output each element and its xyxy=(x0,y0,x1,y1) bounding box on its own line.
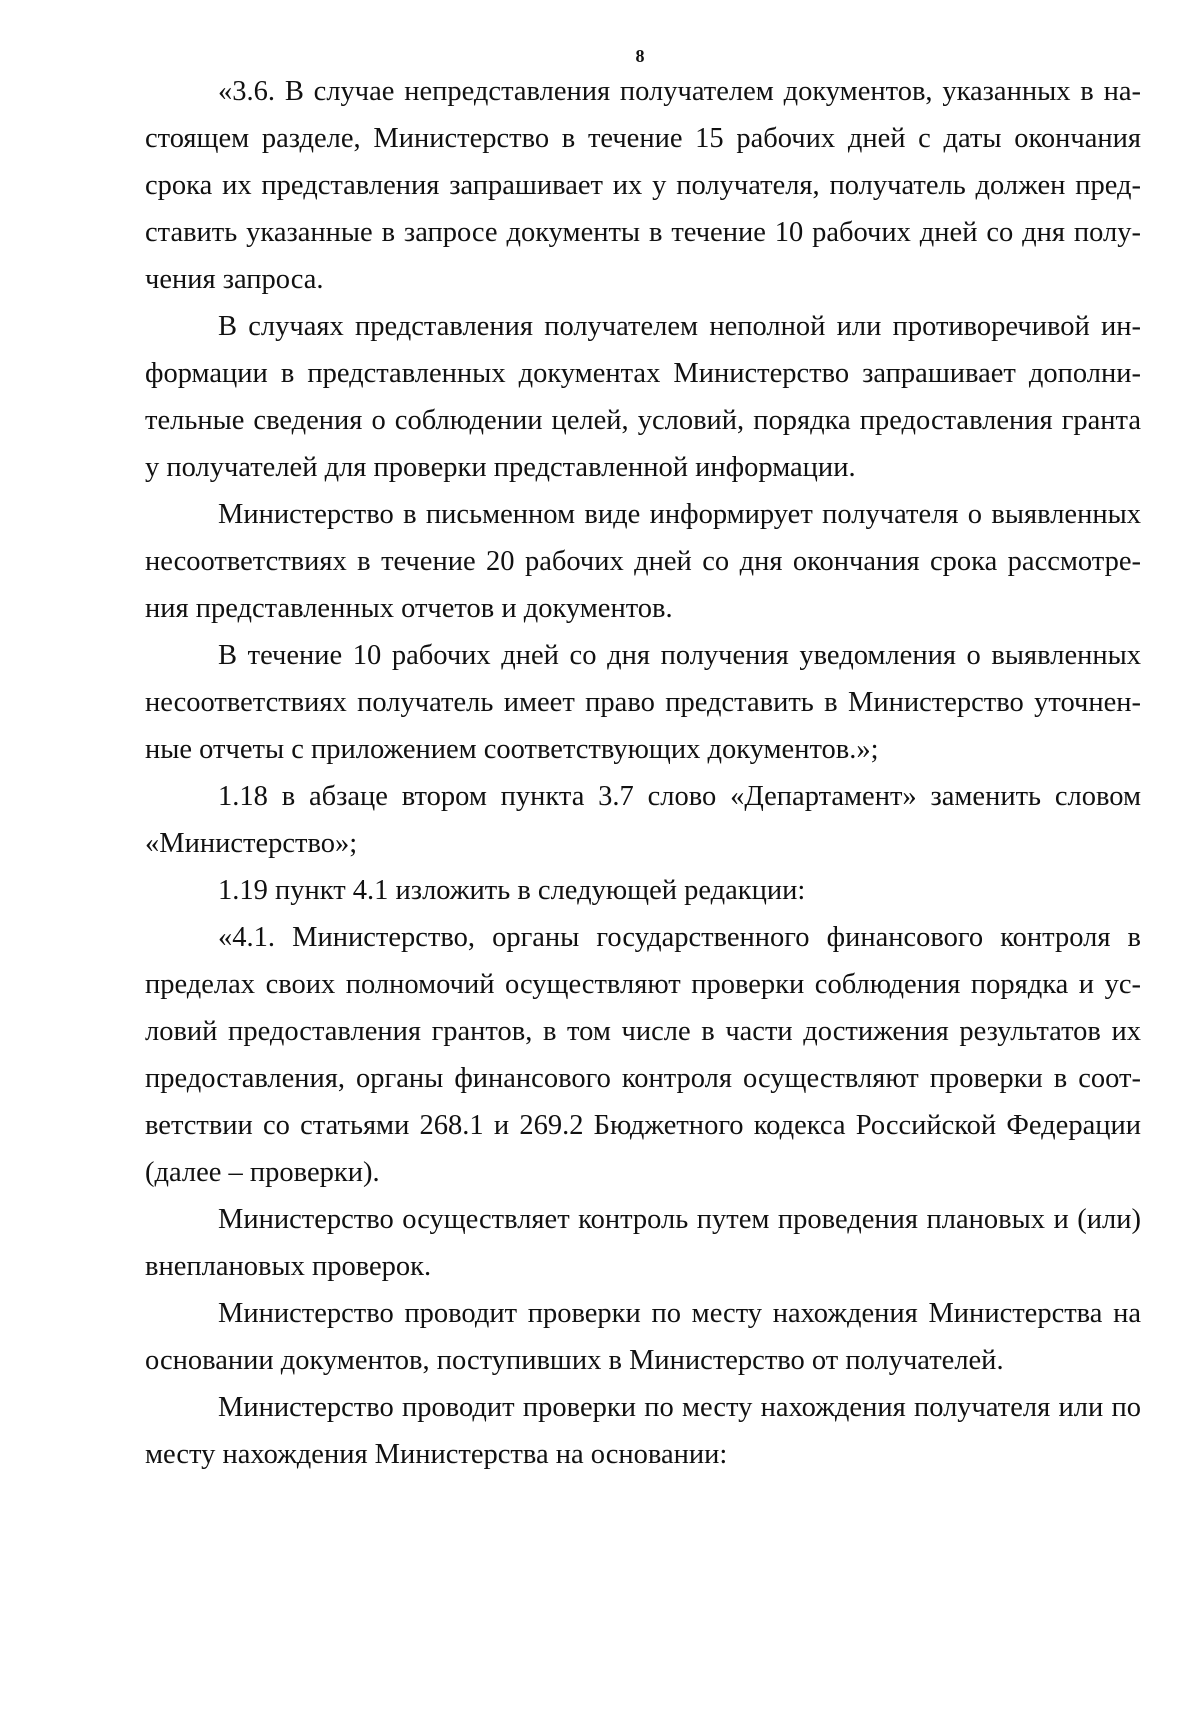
paragraph-1-19: 1.19 пункт 4.1 изложить в следующей редакции: xyxy=(218,875,806,906)
paragraph-4-1: «4.1. Министерство, органы государственного финансового контроля в пределах своих полномочий осуществляют проверки соблюдения порядка и условий предоставления грантов, в том числе в части достижения результатов их предоставления, органы финансового контроля осуществляют проверки в соответствии со статьями 268.1 и 269.2 Бюджетного кодекса Российской Федерации (далее – проверки). xyxy=(145,922,1141,1188)
paragraph-ministry-location: Министерство проводит проверки по месту нахождения Министерства на основании документов, поступивших в Министерство от получателей. xyxy=(145,1298,1141,1376)
paragraph-1-18: 1.18 в абзаце втором пункта 3.7 слово «Департамент» заменить словом «Министерство»; xyxy=(145,781,1141,859)
paragraph-written-notice: Министерство в письменном виде информирует получателя о выявленных несоответствиях в течение 20 рабочих дней со дня окончания срока рассмотрения представленных отчетов и документов. xyxy=(145,499,1141,624)
paragraph-corrected-reports: В течение 10 рабочих дней со дня получения уведомления о выявленных несоответствиях получатель имеет право представить в Министерство уточненные отчеты с приложением соответствующих документов.»; xyxy=(145,640,1141,765)
document-body xyxy=(145,68,1141,1478)
paragraph-control: Министерство осуществляет контроль путем проведения плановых и (или) внеплановых проверок. xyxy=(145,1204,1141,1282)
paragraph-incomplete-info: В случаях представления получателем неполной или противоречивой информации в представленных документах Министерство запрашивает дополнительные сведения о соблюдении целей, условий, порядка предоставления гранта у получателей для проверки представленной информации. xyxy=(145,311,1141,483)
page-number: 8 xyxy=(635,46,645,66)
paragraph-3-6: «3.6. В случае непредставления получателем документов, указанных в настоящем разделе, Министерство в течение 15 рабочих дней с даты окончания срока их представления запрашивает их у получателя, получатель должен представить указанные в запросе документы в течение 10 рабочих дней со дня получения запроса. xyxy=(145,76,1141,295)
paragraph-recipient-location: Министерство проводит проверки по месту нахождения получателя или по месту нахождения Министерства на основании: xyxy=(145,1392,1141,1470)
